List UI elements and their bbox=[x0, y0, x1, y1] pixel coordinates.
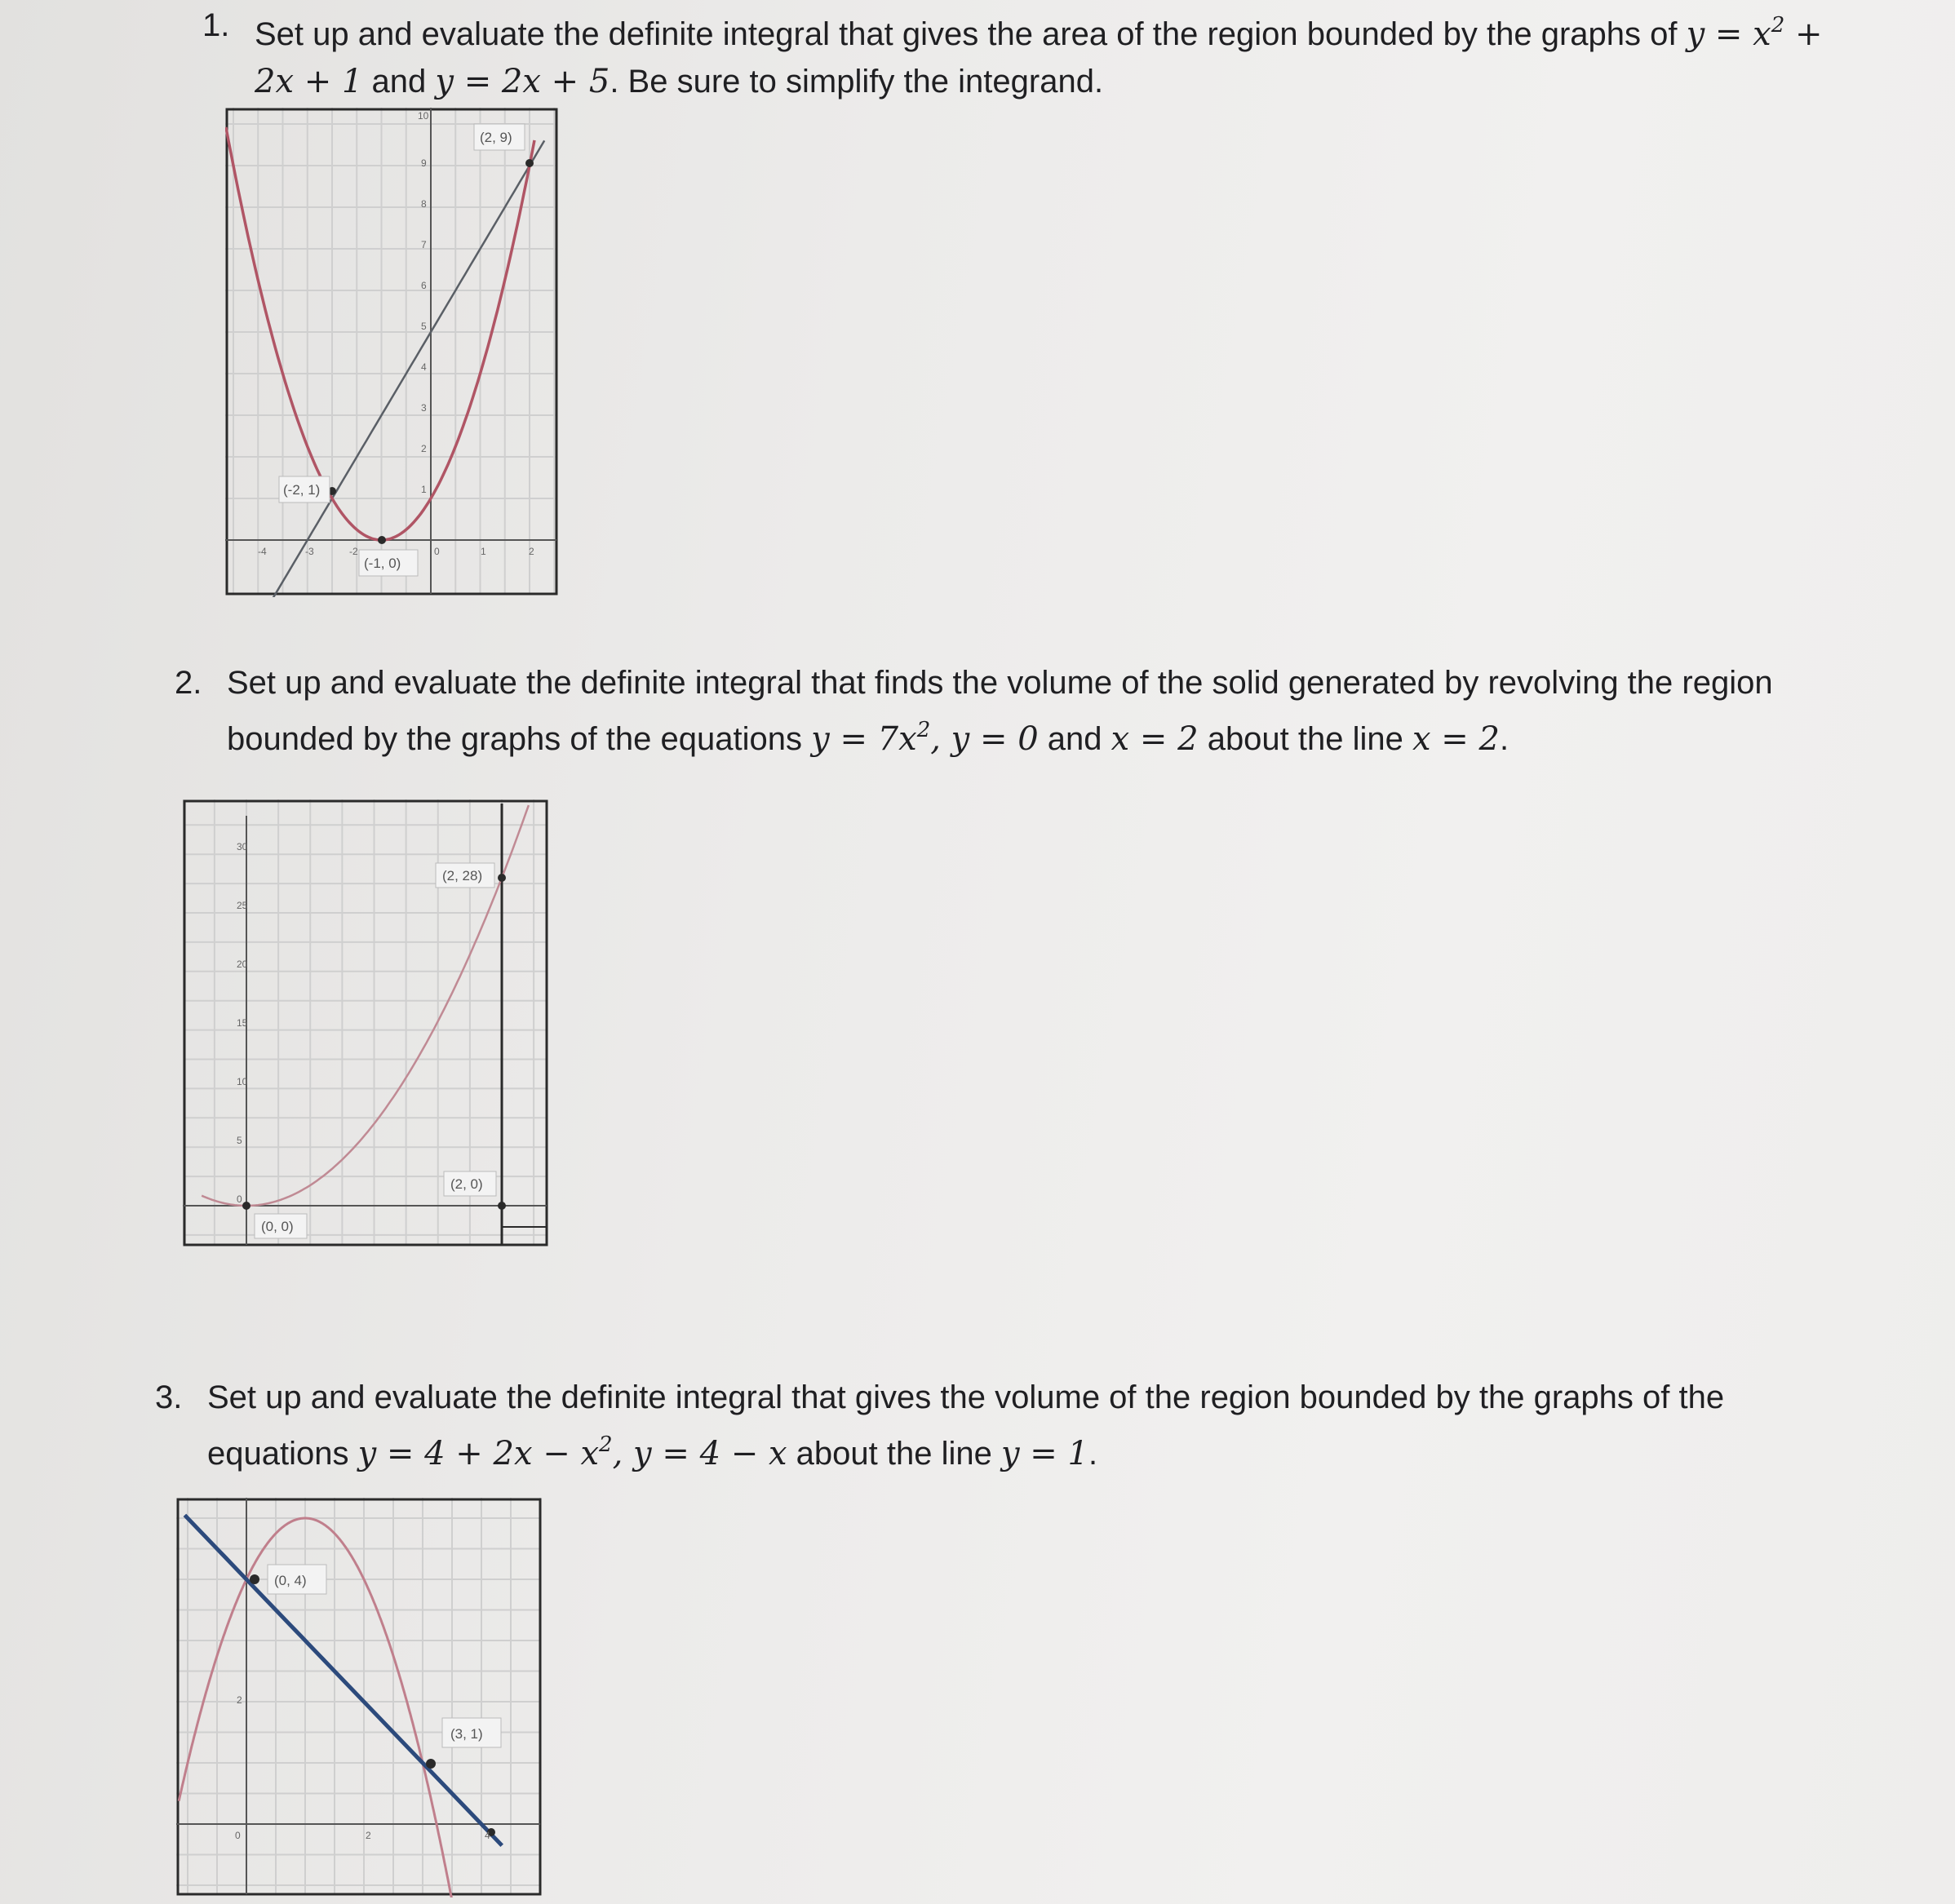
y-tick: 1 bbox=[421, 484, 427, 495]
graph-1 bbox=[225, 108, 560, 597]
problem-number: 1. bbox=[202, 7, 230, 43]
y-tick: 10 bbox=[418, 110, 429, 122]
y-tick: 0 bbox=[237, 1193, 242, 1205]
label-point-2-9: (2, 9) bbox=[480, 130, 512, 145]
label-point-2-28: (2, 28) bbox=[442, 868, 483, 883]
point-neg1-0 bbox=[378, 536, 386, 544]
problem-number: 2. bbox=[175, 665, 202, 701]
x-tick: 0 bbox=[434, 546, 440, 557]
y-tick: 3 bbox=[421, 402, 427, 414]
y-tick: 5 bbox=[237, 1135, 242, 1146]
y-tick: 5 bbox=[421, 321, 427, 332]
y-tick: 4 bbox=[421, 361, 427, 373]
x-tick: -2 bbox=[349, 546, 358, 557]
label-point-2-0: (2, 0) bbox=[450, 1176, 483, 1192]
x-tick: -3 bbox=[305, 546, 314, 557]
label-point-3-1: (3, 1) bbox=[450, 1726, 483, 1742]
y-tick: 20 bbox=[237, 959, 248, 970]
problem-text: Set up and evaluate the definite integral that finds the volume of the solid generated by revolving the region bounded by the graphs of the equations $y = 7x^2$, y = 0 and x = 2 about the line x = 2. bbox=[227, 665, 1773, 758]
problem-text: Set up and evaluate the definite integral that gives the area of the region bounded by the graphs of $y = x^2$ + 2x + 1 and y = 2x + 5. Be sure to simplify the integrand. bbox=[255, 13, 1823, 100]
point-2-0 bbox=[498, 1202, 506, 1210]
point-0-0 bbox=[242, 1202, 250, 1210]
label-point-0-4: (0, 4) bbox=[274, 1573, 307, 1588]
label-point-neg2-1: (-2, 1) bbox=[283, 482, 321, 498]
label-point-neg1-0: (-1, 0) bbox=[364, 556, 401, 571]
label-point-0-0: (0, 0) bbox=[261, 1219, 294, 1234]
y-tick: 9 bbox=[421, 157, 427, 169]
line-y-4-minus-x bbox=[184, 1515, 502, 1845]
x-tick: -4 bbox=[258, 546, 267, 557]
y-tick: 10 bbox=[237, 1076, 248, 1087]
point-2-28 bbox=[498, 874, 506, 882]
problem-number: 3. bbox=[155, 1379, 183, 1415]
x-tick: 0 bbox=[235, 1830, 241, 1841]
x-tick: 2 bbox=[529, 546, 534, 557]
y-tick: 30 bbox=[237, 841, 248, 852]
point-0-4 bbox=[250, 1574, 259, 1584]
y-tick: 2 bbox=[237, 1694, 242, 1706]
graph-3 bbox=[176, 1498, 543, 1897]
y-tick: 2 bbox=[421, 443, 427, 454]
x-tick: 2 bbox=[366, 1830, 371, 1841]
y-tick: 25 bbox=[237, 900, 248, 911]
parabola-y-x2-2x-1 bbox=[226, 127, 534, 540]
x-tick: 1 bbox=[481, 546, 486, 557]
y-tick: 6 bbox=[421, 280, 427, 291]
y-tick: 8 bbox=[421, 198, 427, 210]
graph-2 bbox=[183, 799, 558, 1248]
point-2-9 bbox=[525, 159, 534, 167]
y-tick: 7 bbox=[421, 239, 427, 250]
y-tick: 15 bbox=[237, 1017, 248, 1029]
problem-text: Set up and evaluate the definite integral that gives the volume of the region bounded by the graphs of the equations $y = 4 + 2x - x^2$, y = 4 − x about the line y = 1. bbox=[207, 1379, 1725, 1472]
x-tick: 4 bbox=[485, 1830, 490, 1841]
point-3-1 bbox=[426, 1759, 436, 1769]
line-y-2x-plus-5 bbox=[263, 140, 544, 597]
